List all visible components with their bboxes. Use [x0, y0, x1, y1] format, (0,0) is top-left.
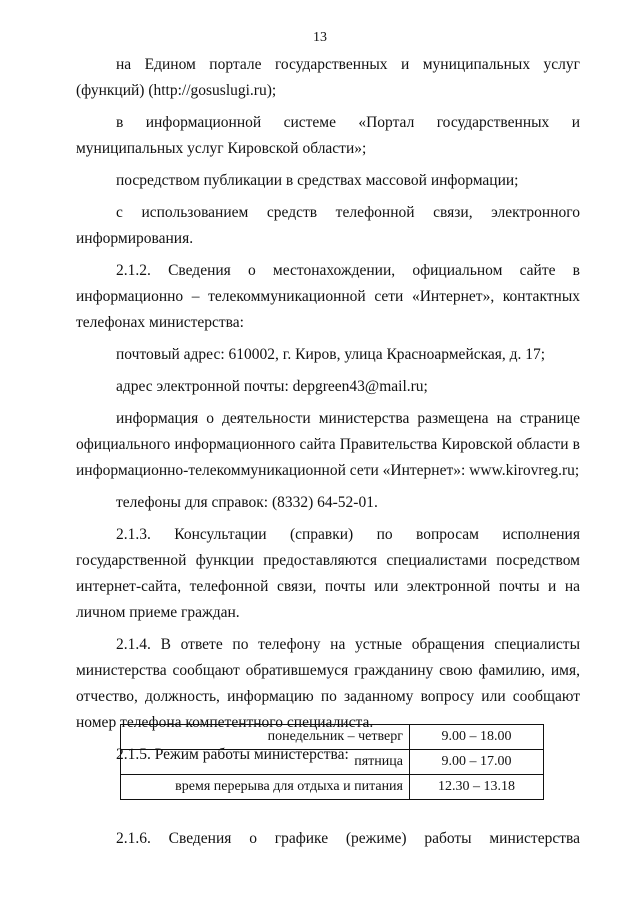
table-row: [121, 725, 544, 750]
text-line: почтовый адрес: 610002, г. Киров, улица Красноармейская, д. 17;: [116, 346, 546, 363]
document-body: [76, 52, 580, 768]
schedule-day: понедельник – четверг: [121, 725, 410, 750]
document-footer-text: [76, 826, 580, 852]
schedule-time: 12.30 – 13.18: [410, 775, 544, 800]
text-line: 2.1.3. Консультации (справки) по вопросам исполнения: [116, 526, 580, 543]
text-line: информация о деятельности министерства размещена на странице: [116, 410, 580, 427]
text-line: муниципальных услуг Кировской области»;: [76, 140, 367, 157]
text-line: 2.1.2. Сведения о местонахождении, официальном сайте в: [116, 262, 580, 279]
text-line: 2.1.6. Сведения о графике (режиме) работы министерства: [116, 830, 580, 847]
text-line: отчество, должность, информацию по заданному вопросу или сообщают: [76, 688, 580, 705]
text-line: министерства сообщают обратившемуся гражданину свою фамилию, имя,: [76, 662, 580, 679]
table-row: [121, 775, 544, 800]
text-line: личном приеме граждан.: [76, 604, 240, 621]
text-line: информационно-телекоммуникационной сети «Интернет»: www.kirovreg.ru;: [76, 462, 580, 479]
text-line: посредством публикации в средствах массовой информации;: [116, 172, 519, 189]
text-line: информирования.: [76, 230, 194, 247]
text-line: 2.1.5. Режим работы министерства:: [116, 746, 349, 763]
text-line: в информационной системе «Портал государственных и: [116, 114, 580, 131]
text-line: номер телефона компетентного специалиста.: [76, 714, 374, 731]
text-line: (функций) (http://gosuslugi.ru);: [76, 82, 277, 99]
text-line: на Едином портале государственных и муниципальных услуг: [116, 56, 580, 73]
schedule-time: 9.00 – 17.00: [410, 750, 544, 775]
text-line: информационно – телекоммуникационной сети «Интернет», контактных: [76, 288, 580, 305]
text-line: адрес электронной почты: depgreen43@mail.ru;: [116, 378, 428, 395]
text-line: телефонах министерства:: [76, 314, 244, 331]
text-line: официального информационного сайта Правительства Кировской области в: [76, 436, 580, 453]
schedule-table: [120, 724, 544, 800]
table-row: [121, 750, 544, 775]
schedule-day: время перерыва для отдыха и питания: [121, 775, 410, 800]
text-line: с использованием средств телефонной связи, электронного: [116, 204, 580, 221]
schedule-day: пятница: [121, 750, 410, 775]
text-line: интернет-сайта, телефонной связи, почты или электронной почты и на: [76, 578, 580, 595]
schedule-time: 9.00 – 18.00: [410, 725, 544, 750]
text-line: 2.1.4. В ответе по телефону на устные обращения специалисты: [116, 636, 580, 653]
text-line: телефоны для справок: (8332) 64-52-01.: [116, 494, 378, 511]
page-number: 13: [313, 30, 327, 45]
text-line: государственной функции предоставляются специалистами посредством: [76, 552, 580, 569]
